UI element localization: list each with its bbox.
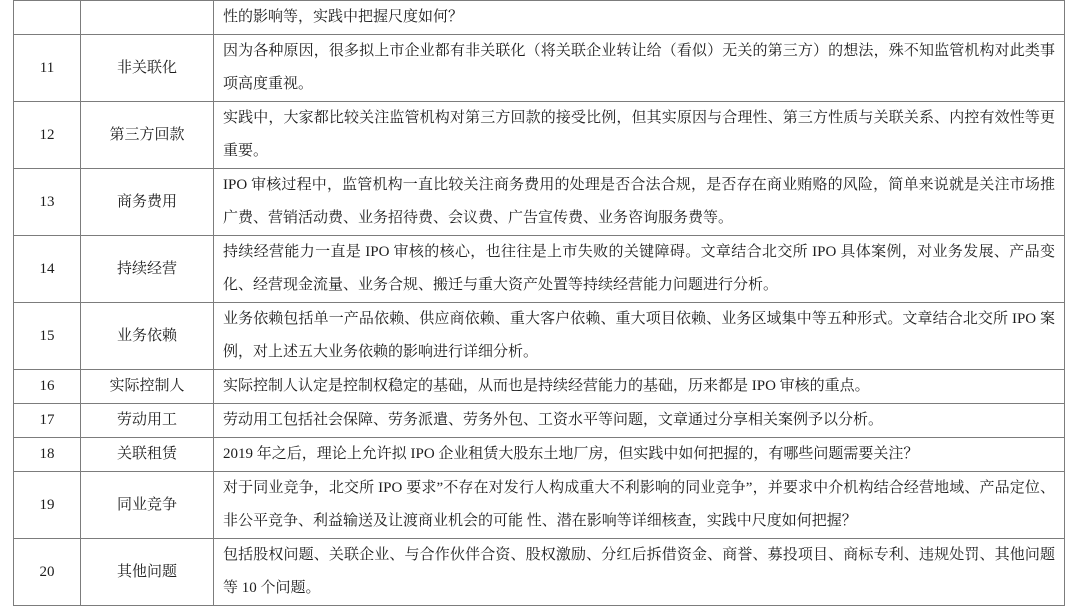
row-number-cell: 20 (14, 539, 81, 606)
table-row (14, 438, 1065, 472)
table-row (14, 472, 1065, 539)
table-row (14, 236, 1065, 303)
table-row (14, 169, 1065, 236)
row-topic-cell: 同业竞争 (81, 472, 214, 539)
table-row (14, 102, 1065, 169)
row-number-cell: 14 (14, 236, 81, 303)
row-number-cell: 17 (14, 404, 81, 438)
row-description-cell: 包括股权问题、关联企业、与合作伙伴合资、股权激励、分红后拆借资金、商誉、募投项目、商标专利、违规处罚、其他问题等 10 个问题。 (214, 539, 1065, 606)
row-number-cell: 15 (14, 303, 81, 370)
row-topic-cell: 其他问题 (81, 539, 214, 606)
row-topic-cell: 实际控制人 (81, 370, 214, 404)
row-topic-cell: 劳动用工 (81, 404, 214, 438)
ipo-topics-table (13, 0, 1065, 606)
row-topic-cell: 业务依赖 (81, 303, 214, 370)
row-description-cell: 对于同业竞争，北交所 IPO 要求”不存在对发行人构成重大不利影响的同业竞争”，并要求中介机构结合经营地域、产品定位、非公平竞争、利益输送及让渡商业机会的可能 性、潜在影响等详细核查，实践中尺度如何把握？ (214, 472, 1065, 539)
table-row (14, 1, 1065, 35)
row-topic-cell (81, 1, 214, 35)
table-row (14, 303, 1065, 370)
row-description-cell: 实践中，大家都比较关注监管机构对第三方回款的接受比例，但其实原因与合理性、第三方性质与关联关系、内控有效性等更重要。 (214, 102, 1065, 169)
table-row (14, 370, 1065, 404)
table-row (14, 404, 1065, 438)
row-description-cell: 性的影响等，实践中把握尺度如何？ (214, 1, 1065, 35)
table-body (14, 1, 1065, 606)
row-description-cell: IPO 审核过程中，监管机构一直比较关注商务费用的处理是否合法合规，是否存在商业贿赂的风险，简单来说就是关注市场推广费、营销活动费、业务招待费、会议费、广告宣传费、业务咨询服务费等。 (214, 169, 1065, 236)
row-description-cell: 业务依赖包括单一产品依赖、供应商依赖、重大客户依赖、重大项目依赖、业务区域集中等五种形式。文章结合北交所 IPO 案例，对上述五大业务依赖的影响进行详细分析。 (214, 303, 1065, 370)
row-number-cell: 11 (14, 35, 81, 102)
row-number-cell (14, 1, 81, 35)
table-row (14, 539, 1065, 606)
row-description-cell: 实际控制人认定是控制权稳定的基础，从而也是持续经营能力的基础，历来都是 IPO 审核的重点。 (214, 370, 1065, 404)
table-row (14, 35, 1065, 102)
row-topic-cell: 非关联化 (81, 35, 214, 102)
row-number-cell: 18 (14, 438, 81, 472)
row-topic-cell: 第三方回款 (81, 102, 214, 169)
row-topic-cell: 持续经营 (81, 236, 214, 303)
row-topic-cell: 关联租赁 (81, 438, 214, 472)
row-number-cell: 12 (14, 102, 81, 169)
row-description-cell: 劳动用工包括社会保障、劳务派遣、劳务外包、工资水平等问题，文章通过分享相关案例予以分析。 (214, 404, 1065, 438)
row-description-cell: 因为各种原因，很多拟上市企业都有非关联化（将关联企业转让给（看似）无关的第三方）的想法，殊不知监管机构对此类事项高度重视。 (214, 35, 1065, 102)
row-description-cell: 2019 年之后，理论上允许拟 IPO 企业租赁大股东土地厂房，但实践中如何把握的，有哪些问题需要关注？ (214, 438, 1065, 472)
row-number-cell: 19 (14, 472, 81, 539)
row-topic-cell: 商务费用 (81, 169, 214, 236)
row-number-cell: 13 (14, 169, 81, 236)
row-number-cell: 16 (14, 370, 81, 404)
row-description-cell: 持续经营能力一直是 IPO 审核的核心，也往往是上市失败的关键障碍。文章结合北交所 IPO 具体案例，对业务发展、产品变化、经营现金流量、业务合规、搬迁与重大资产处置等持续经营能力问题进行分析。 (214, 236, 1065, 303)
